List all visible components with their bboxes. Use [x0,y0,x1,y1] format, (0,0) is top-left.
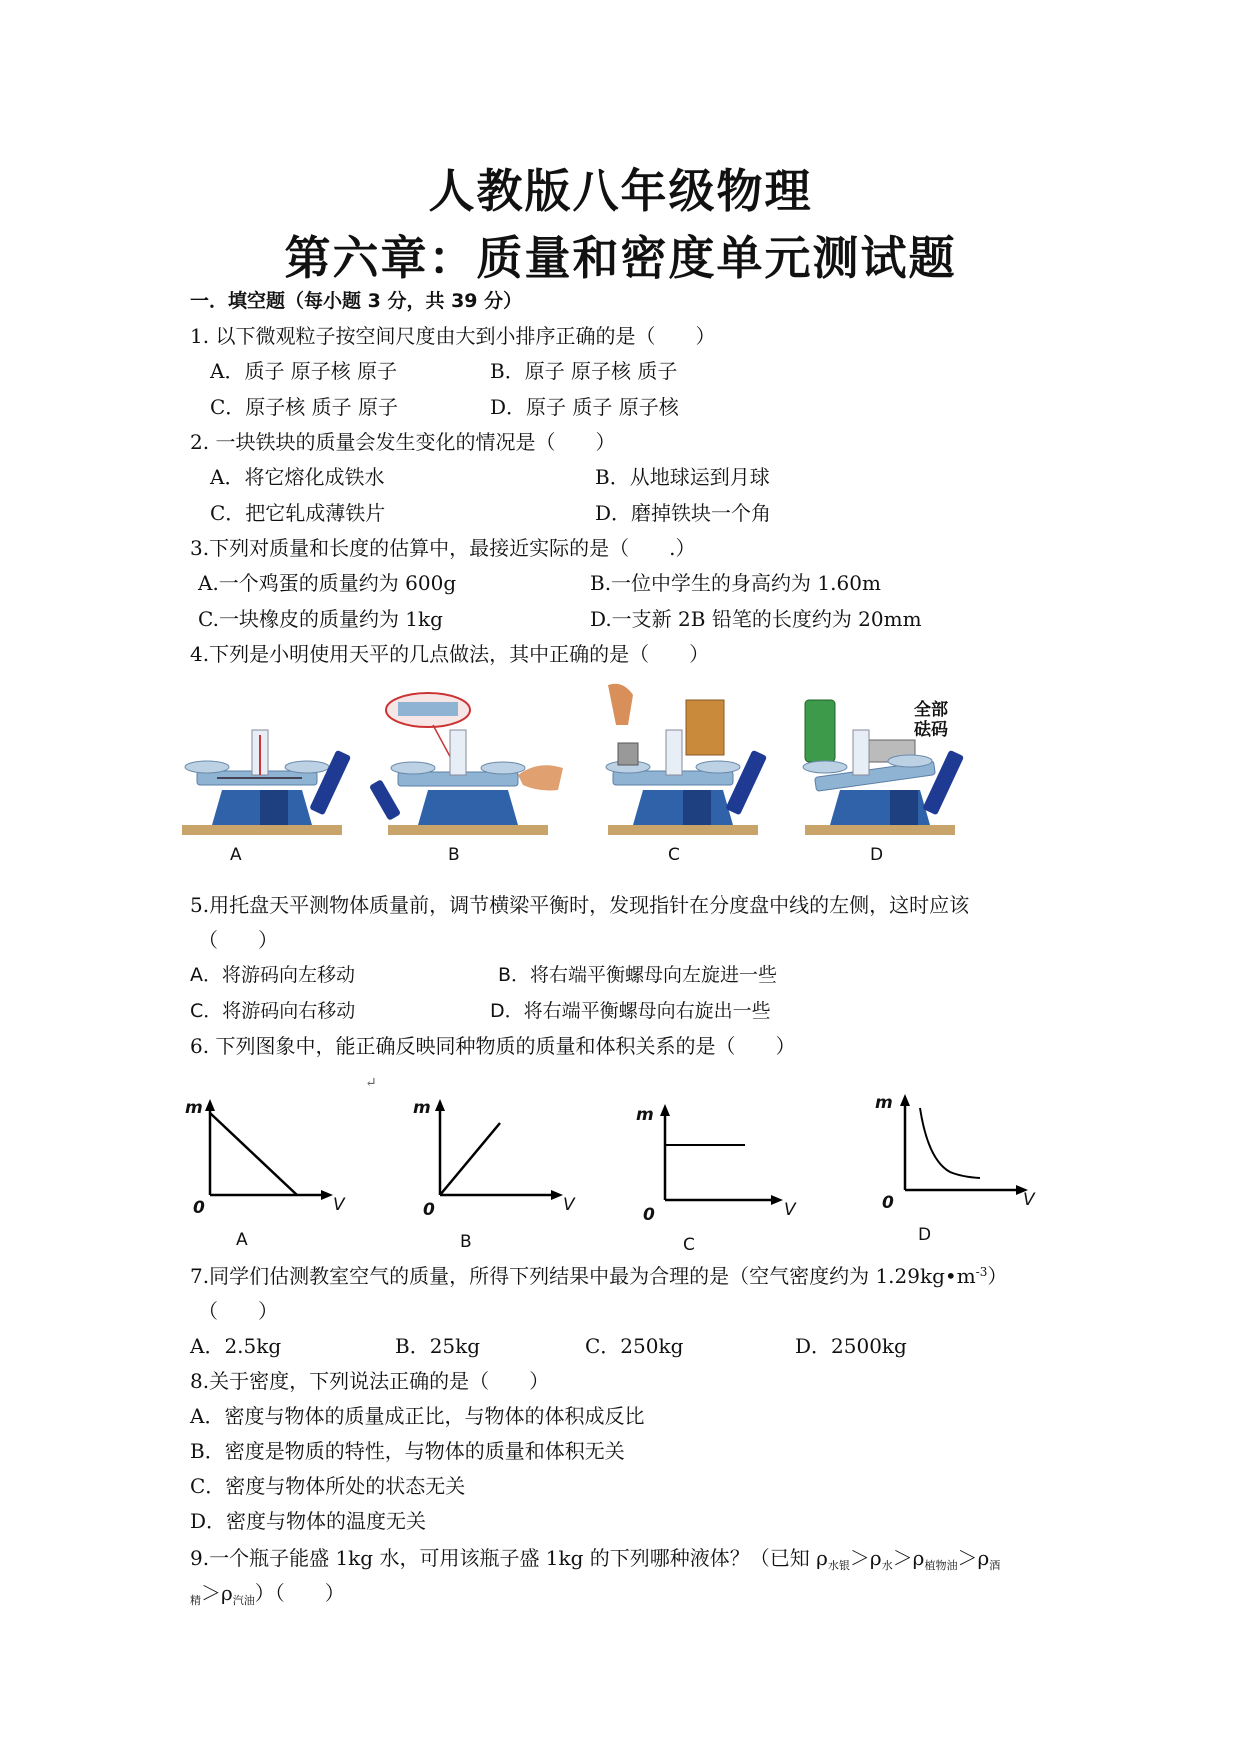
q7-stem [190,1263,1007,1292]
q6-label-a: A [236,1230,248,1250]
section-heading: 一．填空题（每小题 3 分，共 39 分） [190,290,523,312]
q6-stem: 6. 下列图象中，能正确反映同种物质的质量和体积关系的是（ ） [190,1034,796,1058]
q7-stem-paren: （ ） [198,1299,278,1323]
q4-label-d: D [870,845,884,865]
q3-option-b: B.一位中学生的身高约为 1.60m [590,571,881,595]
graph-a-x-label: V [333,1195,345,1215]
q2-option-b: B．从地球运到月球 [595,465,770,489]
q6-label-c: C [683,1235,695,1255]
q9-gt1: ＞ρ [849,1546,882,1570]
q7-option-d: D．2500kg [795,1334,907,1358]
all-weights-note: 全部 砝码 [914,700,948,740]
q1-stem: 1. 以下微观粒子按空间尺度由大到小排序正确的是（ ） [190,324,716,348]
q2-option-a: A．将它熔化成铁水 [210,465,385,489]
graph-c-origin: 0 [643,1205,655,1225]
graph-c-y-label: m [636,1105,654,1125]
q6-label-b: B [460,1232,472,1252]
q8-option-b: B．密度是物质的特性，与物体的质量和体积无关 [190,1439,625,1463]
q6-label-d: D [918,1225,932,1245]
return-mark: ↵ [365,1075,377,1091]
page-subtitle: 第六章：质量和密度单元测试题 [284,231,957,285]
q9-stem-paren: ）（ ） [254,1581,345,1605]
q4-stem: 4.下列是小明使用天平的几点做法，其中正确的是（ ） [190,642,710,666]
page-title: 人教版八年级物理 [428,164,813,218]
q7-option-c: C．250kg [585,1334,684,1358]
q5-stem: 5.用托盘天平测物体质量前，调节横梁平衡时，发现指针在分度盘中线的左侧，这时应该 [190,893,970,917]
q3-stem: 3.下列对质量和长度的估算中，最接近实际的是（ .） [190,536,696,560]
q9-gt2: ＞ρ [892,1546,925,1570]
q7-stem-text: 7.同学们估测教室空气的质量，所得下列结果中最为合理的是（空气密度约为 1.29kg•m [190,1264,976,1288]
q9-stem-text: 9.一个瓶子能盛 1kg 水，可用该瓶子盛 1kg 的下列哪种液体？（已知 ρ [190,1546,828,1570]
q5-option-b: B．将右端平衡螺母向左旋进一些 [498,964,778,986]
q9-sub-mercury: 水银 [827,1559,850,1572]
q2-option-c: C．把它轧成薄铁片 [210,501,386,525]
q1-option-a: A．质子 原子核 原子 [210,359,398,383]
q4-label-a: A [230,845,242,865]
q5-stem-paren: （ ） [198,928,278,952]
graph-b-origin: 0 [423,1200,435,1220]
q1-option-d: D．原子 质子 原子核 [490,395,679,419]
q4-label-c: C [668,845,680,865]
q9-sub-vegetable-oil: 植物油 [924,1559,958,1572]
q3-option-d: D.一支新 2B 铅笔的长度约为 20mm [590,607,922,631]
graph-d-origin: 0 [882,1193,894,1213]
q5-option-c: C．将游码向右移动 [190,1000,356,1022]
graph-b [415,1095,575,1215]
q7-stem-sup: -3 [975,1265,988,1279]
q8-stem: 8.关于密度，下列说法正确的是（ ） [190,1369,550,1393]
q9-sub-water: 水 [881,1559,893,1572]
q7-option-b: B．25kg [395,1334,481,1358]
graph-c [640,1100,800,1220]
q8-option-a: A．密度与物体的质量成正比，与物体的体积成反比 [190,1404,645,1428]
graph-c-x-label: V [784,1200,796,1220]
q9-sub-alcohol: 酒 [989,1559,1001,1572]
q5-option-d: D．将右端平衡螺母向右旋出一些 [490,1000,771,1022]
q8-option-c: C．密度与物体所处的状态无关 [190,1474,466,1498]
q9-sub-alcohol-end: 精 [190,1594,201,1607]
q2-option-d: D．磨掉铁块一个角 [595,501,772,525]
graph-d-y-label: m [875,1093,893,1113]
graph-a-y-label: m [185,1098,203,1118]
q8-option-d: D．密度与物体的温度无关 [190,1509,427,1533]
q4-label-b: B [448,845,460,865]
q3-option-a: A.一个鸡蛋的质量约为 600g [198,571,457,595]
graph-b-x-label: V [563,1195,575,1215]
q9-gt4: ＞ρ [201,1581,233,1605]
balance-picture-c [598,685,773,840]
q7-option-a: A．2.5kg [190,1334,282,1358]
q3-option-c: C.一块橡皮的质量约为 1kg [198,607,443,631]
balance-picture-b [378,690,568,840]
q9-sub-gasoline: 汽油 [232,1594,255,1607]
graph-a [185,1095,345,1215]
q5-option-a: A．将游码向左移动 [190,964,355,986]
q7-stem-end: ） [987,1264,1008,1288]
q9-stem [190,1545,1000,1575]
q9-stem-line2 [190,1580,345,1610]
graph-b-y-label: m [413,1098,431,1118]
q9-gt3: ＞ρ [957,1546,990,1570]
graph-a-origin: 0 [193,1198,205,1218]
q2-stem: 2. 一块铁块的质量会发生变化的情况是（ ） [190,430,616,454]
balance-picture-a [182,705,352,840]
graph-d-x-label: V [1023,1190,1035,1210]
q1-option-c: C．原子核 质子 原子 [210,395,399,419]
q1-option-b: B．原子 原子核 质子 [490,359,678,383]
graph-d [880,1090,1040,1210]
